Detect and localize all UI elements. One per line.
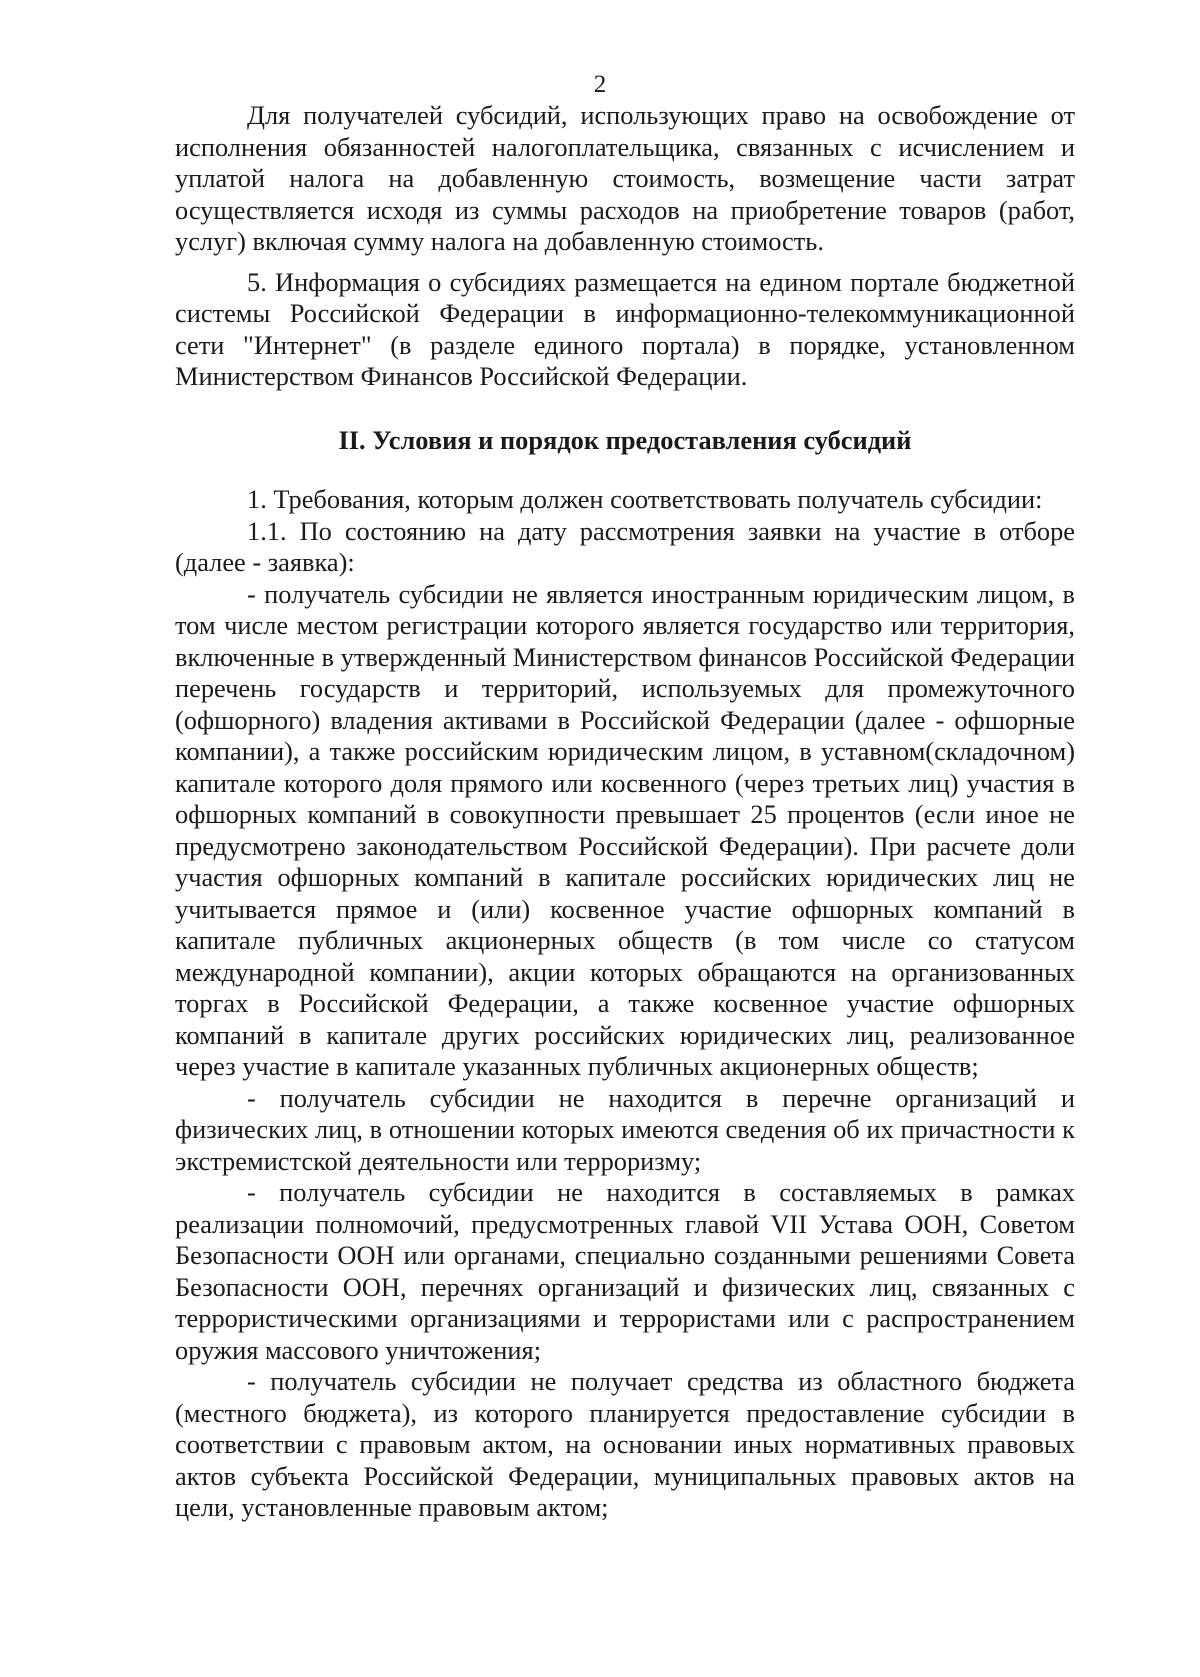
paragraph-item-5: 5. Информация о субсидиях размещается на едином портале бюджетной системы Российской Федерации в информационно-телекоммуникационной сети "Интернет" (в разделе единого портала) в порядке, установленном Министерством Финансов Российской Федерации. (175, 266, 1075, 391)
section-heading: II. Условия и порядок предоставления субсидий (338, 424, 912, 455)
paragraph-item-1-1: 1.1. По состоянию на дату рассмотрения заявки на участие в отборе (далее - заявка): (175, 515, 1075, 577)
paragraph-item-1: 1. Требования, которым должен соответствовать получатель субсидии: (247, 484, 1043, 514)
paragraph-un-sanctions: - получатель субсидии не находится в составляемых в рамках реализации полномочий, предусмотренных главой VII Устава ООН, Советом Безопасности ООН или органами, специально созданными решениями Совета Безопасности ООН, перечнях организаций и физических лиц, связанных с террористическими организациями и террористами или с распространением оружия массового уничтожения; (175, 1177, 1075, 1365)
paragraph-budget-funds: - получатель субсидии не получает средства из областного бюджета (местного бюджета), из которого планируется предоставление субсидии в соответствии с правовым актом, на основании иных нормативных правовых актов субъекта Российской Федерации, муниципальных правовых актов на цели, установленные правовым актом; (175, 1366, 1075, 1522)
page-number: 2 (593, 71, 607, 98)
document-body (175, 100, 1075, 1524)
paragraph-vat-exemption: Для получателей субсидий, использующих право на освобождение от исполнения обязанностей налогоплательщика, связанных с исчислением и уплатой налога на добавленную стоимость, возмещение части затрат осуществляется исходя из суммы расходов на приобретение товаров (работ, услуг) включая сумму налога на добавленную стоимость. (175, 100, 1075, 256)
paragraph-offshore: - получатель субсидии не является иностранным юридическим лицом, в том числе местом регистрации которого является государство или территория, включенные в утвержденный Министерством финансов Российской Федерации перечень государств и территорий, используемых для промежуточного (офшорного) владения активами в Российской Федерации (далее - офшорные компании), а также российским юридическим лицом, в уставном(складочном) капитале которого доля прямого или косвенного (через третьих лиц) участия в офшорных компаний в совокупности превышает 25 процентов (если иное не предусмотрено законодательством Российской Федерации). При расчете доли участия офшорных компаний в капитале российских юридических лиц не учитывается прямое и (или) косвенное участие офшорных компаний в капитале публичных акционерных обществ (в том числе со статусом международной компании), акции которых обращаются на организованных торгах в Российской Федерации, а также косвенное участие офшорных компаний в капитале других российских юридических лиц, реализованное через участие в капитале указанных публичных акционерных обществ; (175, 578, 1075, 1081)
paragraph-extremism: - получатель субсидии не находится в перечне организаций и физических лиц, в отношении которых имеются сведения об их причастности к экстремистской деятельности или терроризму; (175, 1082, 1075, 1176)
